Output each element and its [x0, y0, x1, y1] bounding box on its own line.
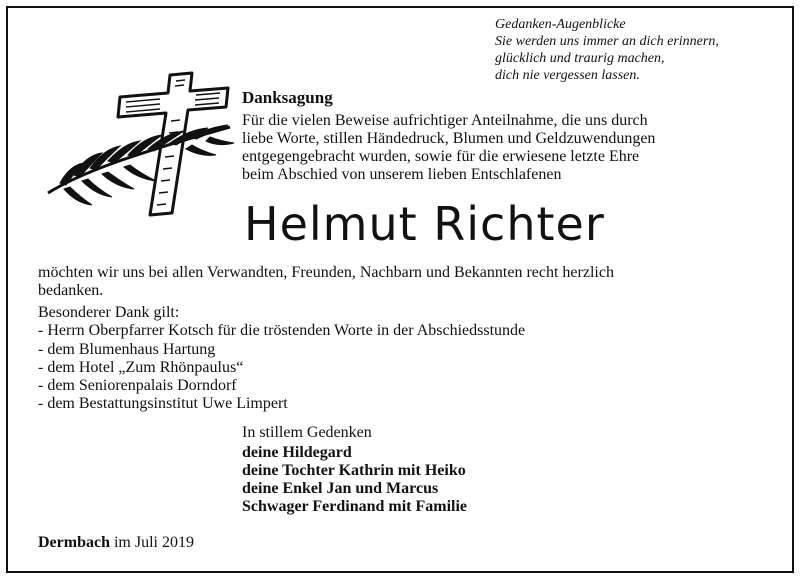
poem	[495, 16, 785, 84]
thanks-item: - dem Blumenhaus Hartung	[38, 340, 216, 358]
cross-with-palm-branch-icon	[40, 55, 250, 230]
signature-name: Schwager Ferdinand mit Familie	[242, 498, 468, 515]
footer	[38, 534, 194, 552]
poem-title: Gedanken-Augenblicke	[495, 17, 626, 32]
special-thanks	[38, 304, 525, 414]
deceased-name: Helmut Richter	[244, 197, 605, 251]
signature-name: deine Enkel Jan und Marcus	[242, 480, 439, 497]
signature-block	[242, 424, 467, 516]
thanks-item: - dem Hotel „Zum Rhönpaulus“	[38, 358, 244, 376]
heading: Danksagung	[242, 88, 333, 107]
footer-date: im Juli 2019	[113, 534, 194, 551]
intro-line: entgegengebracht wurden, sowie für die erwiesene letzte Ehre	[242, 148, 640, 165]
footer-place: Dermbach	[38, 534, 110, 551]
intro-line: Für die vielen Beweise aufrichtiger Anteilnahme, die uns durch	[242, 112, 648, 129]
intro-line: beim Abschied von unserem lieben Entschlafenen	[242, 166, 562, 183]
thanks-item: - dem Seniorenpalais Dorndorf	[38, 377, 237, 395]
body-text	[38, 264, 788, 300]
signature-name: deine Hildegard	[242, 444, 352, 461]
body-line: möchten wir uns bei allen Verwandten, Freunden, Nachbarn und Bekannten recht herzlich	[38, 264, 614, 281]
body-line: bedanken.	[38, 282, 104, 299]
poem-line: glücklich und traurig machen,	[495, 51, 665, 66]
thanks-item: - Herrn Oberpfarrer Kotsch für die tröstenden Worte in der Abschiedsstunde	[38, 322, 526, 340]
thanks-item: - dem Bestattungsinstitut Uwe Limpert	[38, 395, 288, 413]
signature-name: deine Tochter Kathrin mit Heiko	[242, 462, 466, 479]
intro-line: liebe Worte, stillen Händedruck, Blumen und Geldzuwendungen	[242, 130, 656, 147]
poem-line: dich nie vergessen lassen.	[495, 68, 640, 83]
intro-text	[242, 112, 782, 184]
signature-intro: In stillem Gedenken	[242, 424, 372, 441]
thanks-title: Besonderer Dank gilt:	[38, 304, 180, 321]
poem-line: Sie werden uns immer an dich erinnern,	[495, 34, 719, 49]
